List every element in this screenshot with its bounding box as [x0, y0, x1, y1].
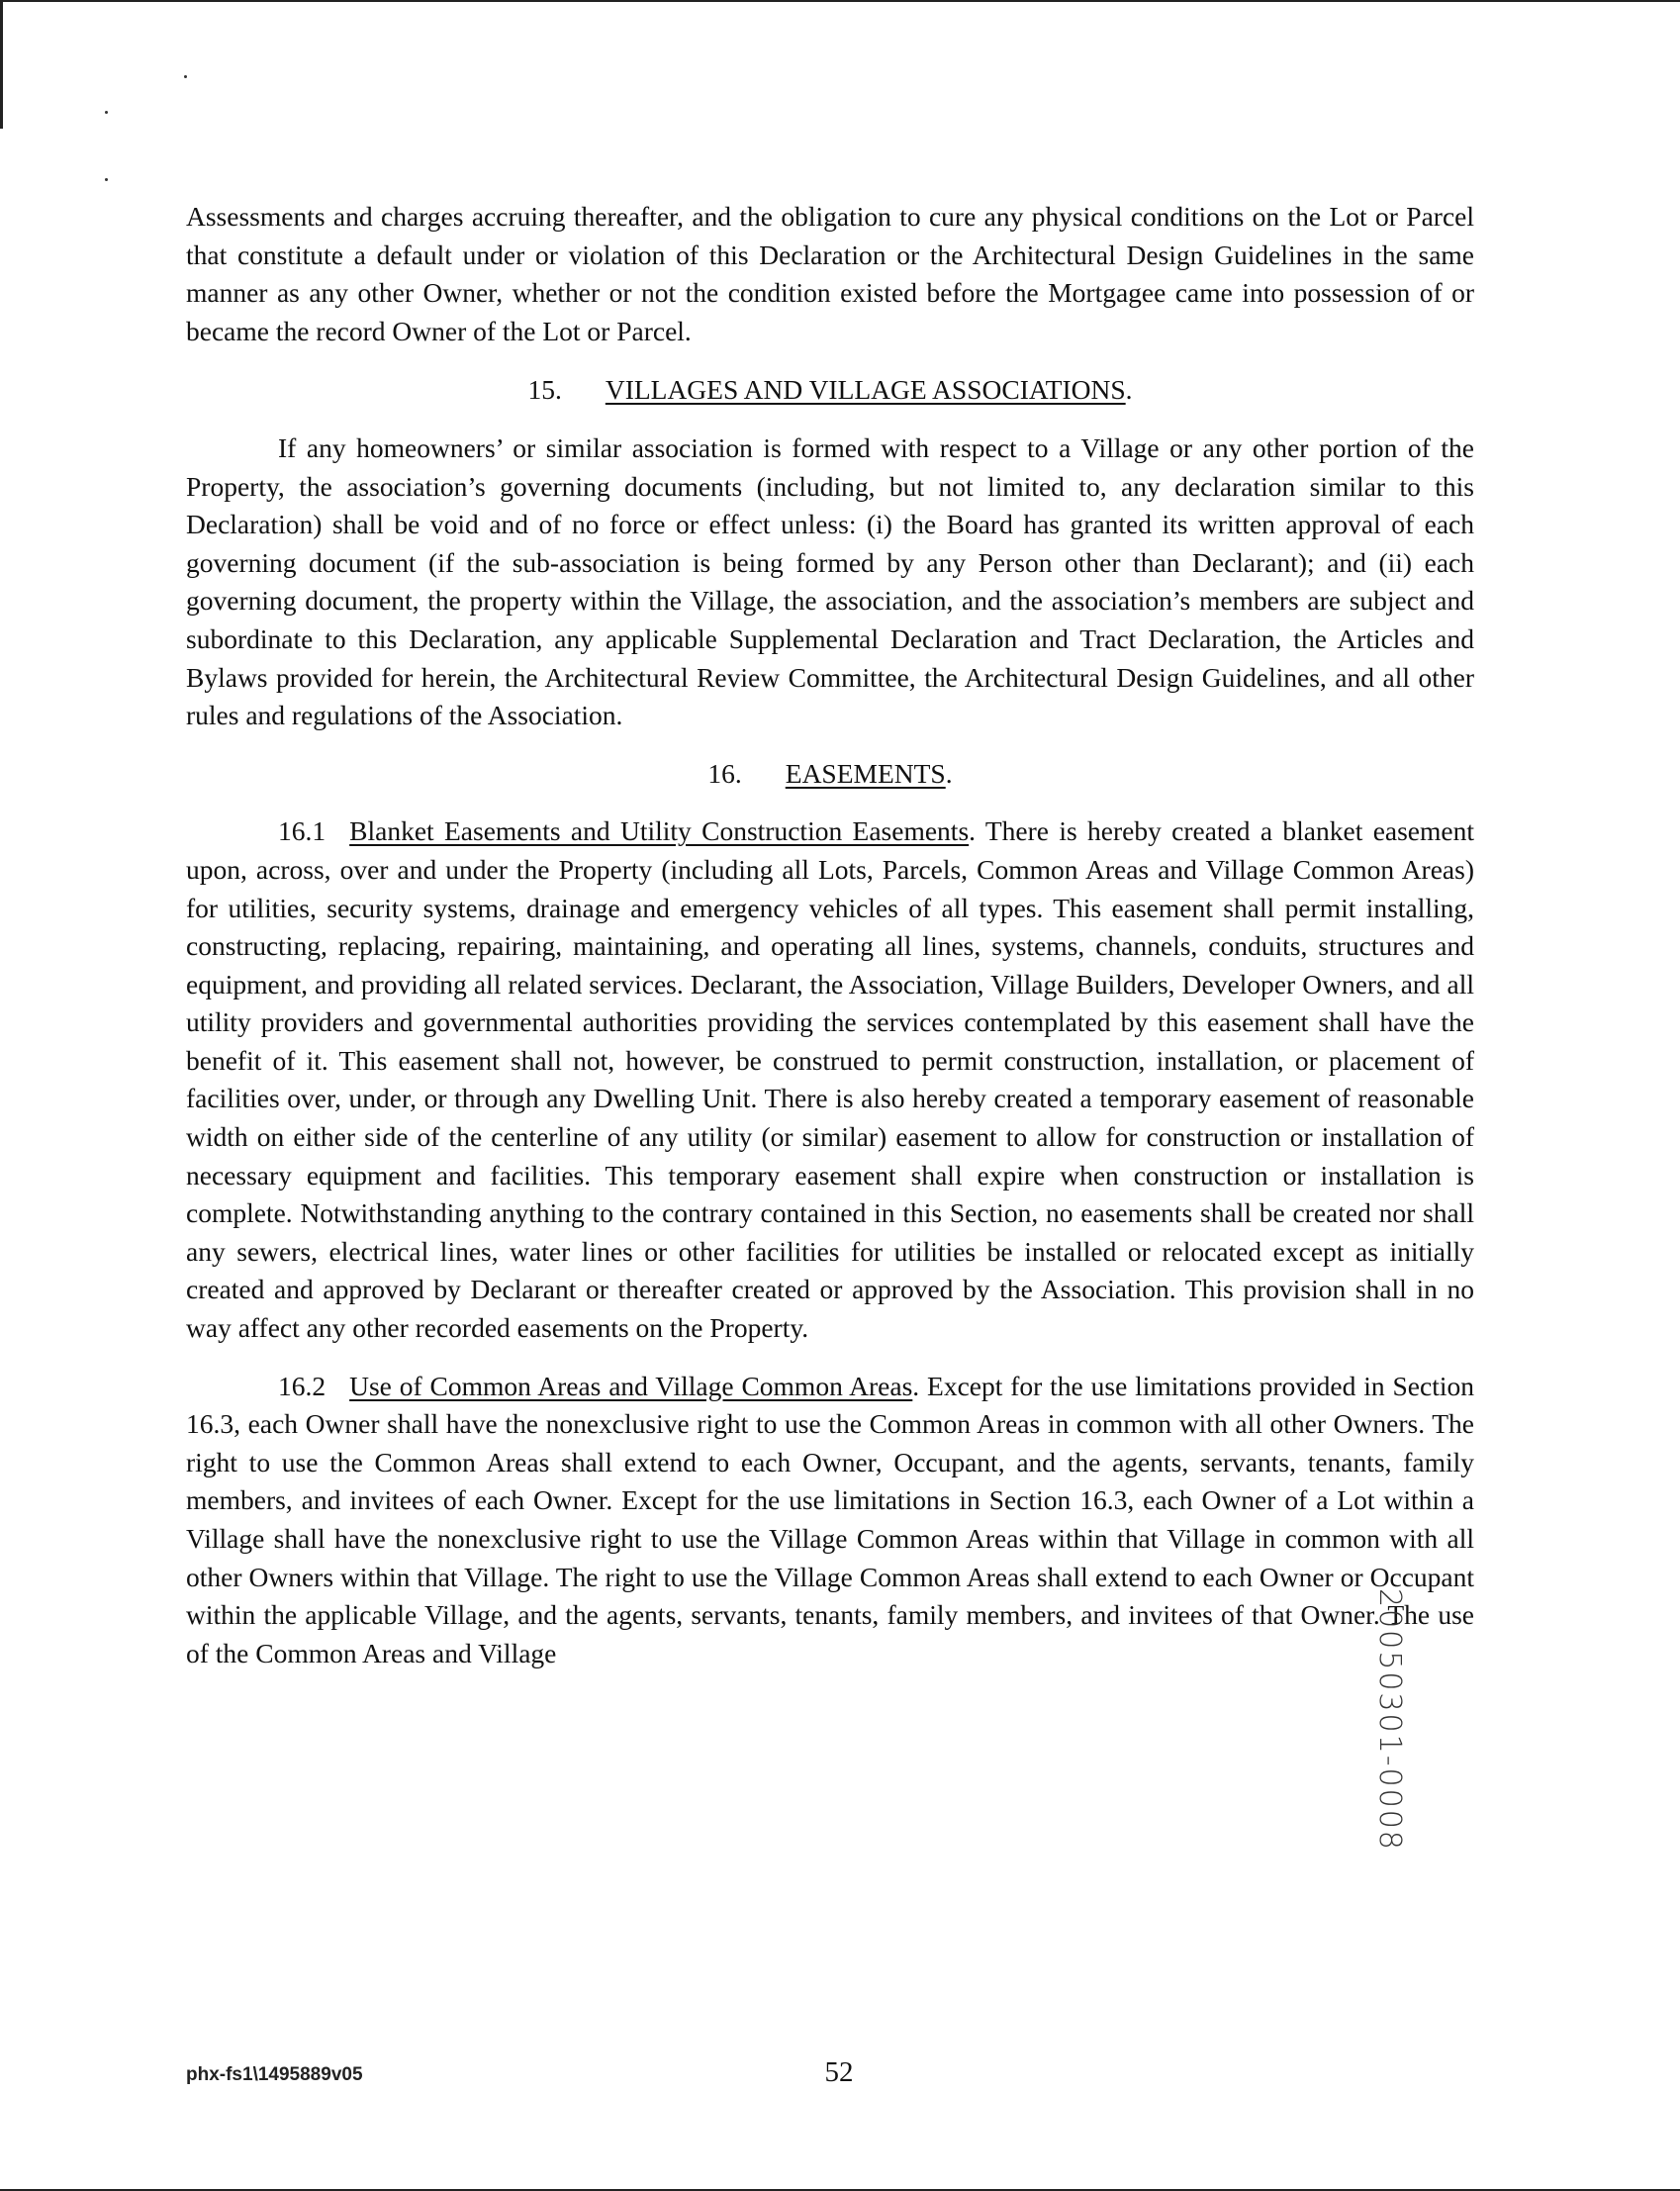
section-16-title: EASEMENTS: [785, 757, 946, 789]
section-16-1-number: 16.1: [278, 815, 327, 847]
section-15-heading: [186, 371, 1474, 410]
scan-speck: [105, 178, 108, 181]
document-body: [186, 198, 1474, 1672]
footer-page-number: 52: [824, 2056, 854, 2088]
section-15-body: If any homeowners’ or similar association is formed with respect to a Village or any other portion of the Property, the association’s governing documents (including, but not limited to, any declaration similar to this Declaration) shall be void and of no force or effect unless: (i) the Board has granted its written approval of each governing document (if the sub-association is being formed by any Person other than Declarant); and (ii) each governing document, the property within the Village, the association, and the association’s members are subject and subordinate to this Declaration, any applicable Supplemental Declaration and Tract Declaration, the Articles and Bylaws provided for herein, the Architectural Review Committee, the Architectural Design Guidelines, and all other rules and regulations of the Association.: [186, 431, 1474, 731]
section-16-2-title: Use of Common Areas and Village Common Areas: [349, 1370, 913, 1401]
recording-stamp: [1373, 1588, 1413, 1875]
section-15-title: VILLAGES AND VILLAGE ASSOCIATIONS: [605, 374, 1126, 406]
section-16-1-body: . There is hereby created a blanket easement upon, across, over and under the Property (including all Lots, Parcels, Common Areas and Village Common Areas) for utilities, security systems, drainage and emergency vehicles of all types. This easement shall permit installing, constructing, replacing, repairing, maintaining, and operating all lines, systems, channels, conduits, structures and equipment, and providing all related services. Declarant, the Association, Village Builders, Developer Owners, and all utility providers and governmental authorities providing the services contemplated by this easement shall have the benefit of it. This easement shall not, however, be construed to permit construction, installation, or placement of facilities over, under, or through any Dwelling Unit. There is also hereby created a temporary easement of reasonable width on either side of the centerline of any utility (or similar) easement to allow for construction or installation of necessary equipment and facilities. This temporary easement shall expire when construction or installation is complete. Notwithstanding anything to the contrary contained in this Section, no easements shall be created nor shall any sewers, electrical lines, water lines or other facilities for utilities be installed or relocated except as initially created and approved by Declarant or thereafter created or approved by the Association. This provision shall in no way affect any other recorded easements on the Property.: [186, 815, 1474, 1344]
section-16-title-period: .: [945, 757, 953, 789]
scan-speck: [105, 111, 108, 114]
scan-edge-left: [0, 0, 3, 129]
section-15-number: 15.: [527, 374, 562, 406]
section-16-number: 16.: [707, 757, 742, 789]
footer-document-id: phx-fs1\1495889v05: [186, 2064, 363, 2085]
scan-edge-top: [0, 0, 1680, 2]
section-15-title-period: .: [1125, 374, 1133, 406]
recording-stamp-text: 20050301-0008: [1372, 1588, 1407, 1852]
continuation-paragraph: Assessments and charges accruing thereafter, and the obligation to cure any physical conditions on the Lot or Parcel that constitute a default under or violation of this Declaration or the Architectural Design Guidelines in the same manner as any other Owner, whether or not the condition existed before the Mortgagee came into possession of or became the record Owner of the Lot or Parcel.: [186, 201, 1474, 346]
section-16-2-body: . Except for the use limitations provided in Section 16.3, each Owner shall have the nonexclusive right to use the Common Areas in common with all other Owners. The right to use the Common Areas shall extend to each Owner, Occupant, and the agents, servants, tenants, family members, and invitees of each Owner. Except for the use limitations in Section 16.3, each Owner of a Lot within a Village shall have the nonexclusive right to use the Village Common Areas within that Village in common with all other Owners within that Village. The right to use the Village Common Areas shall extend to each Owner or Occupant within the applicable Village, and the agents, servants, tenants, family members, and invitees of that Owner. The use of the Common Areas and Village: [186, 1370, 1474, 1668]
section-16-1-title: Blanket Easements and Utility Construction Easements: [349, 815, 970, 847]
section-16-2-number: 16.2: [278, 1370, 327, 1401]
section-16-1-paragraph: [186, 812, 1474, 1347]
section-16-heading: [186, 755, 1474, 794]
section-16-2-paragraph: [186, 1368, 1474, 1673]
scan-speck: [184, 75, 187, 78]
